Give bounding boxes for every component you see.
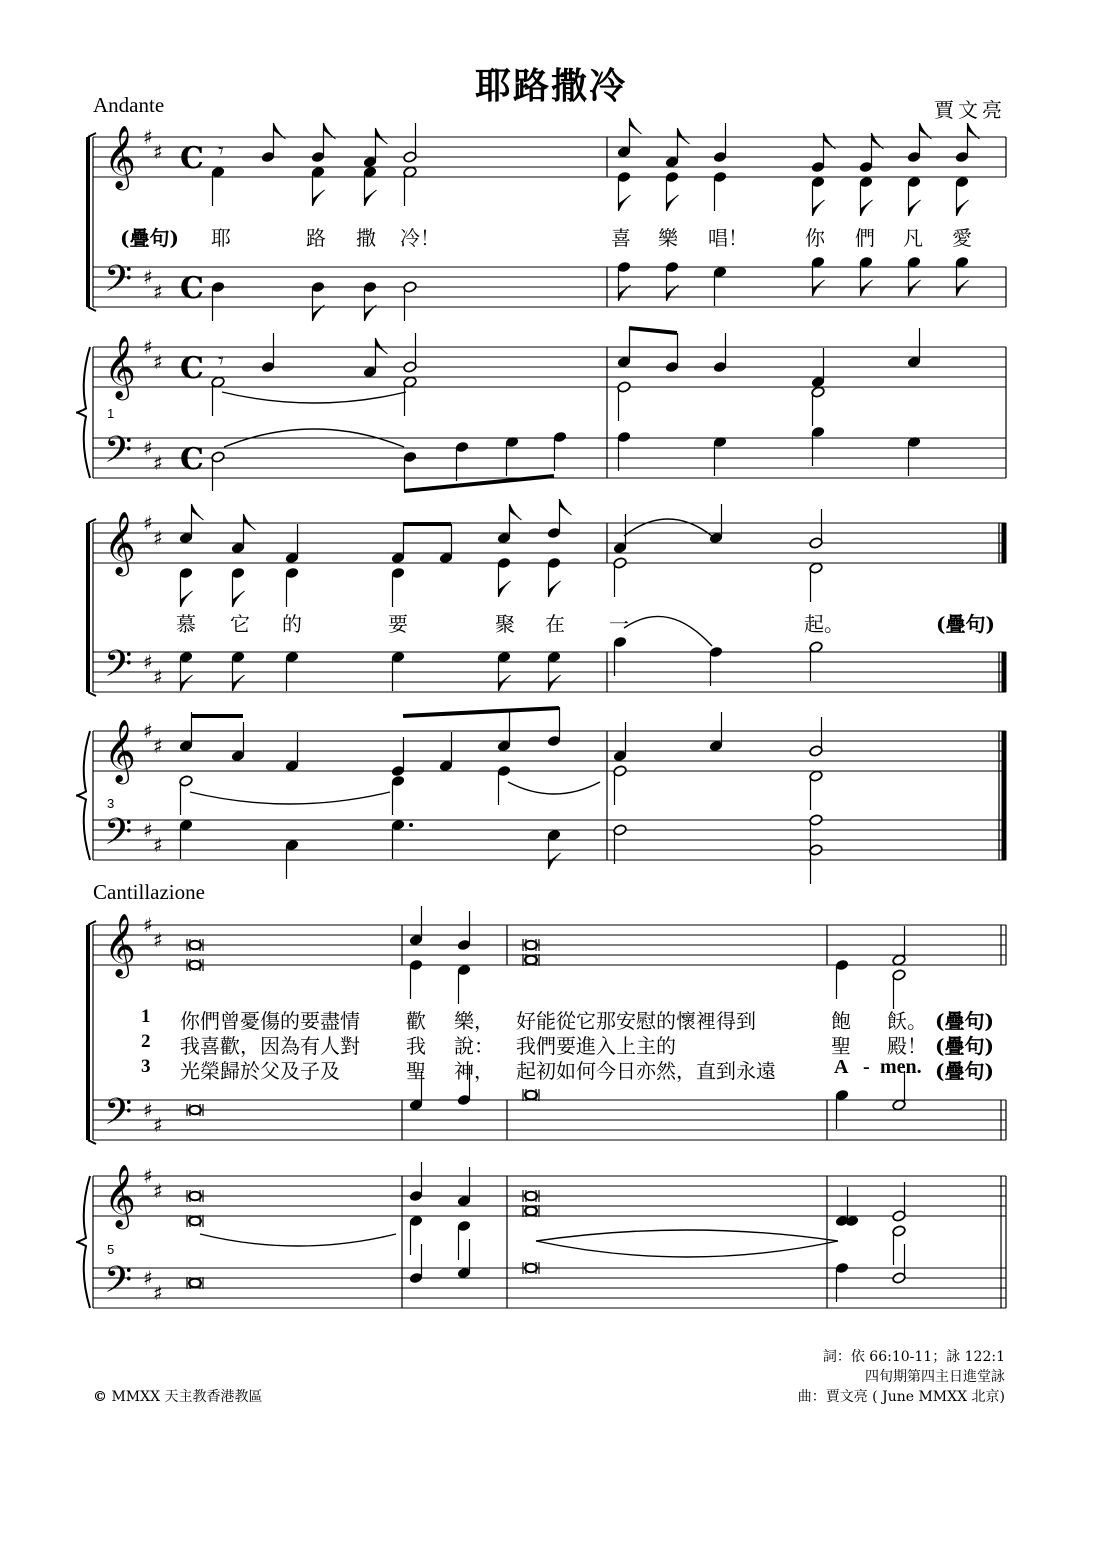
lyric-syllable: 起。 (804, 612, 844, 636)
bass-clef: 𝄢 (104, 1091, 133, 1142)
verse-text: men. (880, 1056, 922, 1078)
key-signature-sharp: ♯ (143, 913, 153, 937)
verse-text: A (834, 1056, 849, 1078)
breve-notehead (525, 1207, 537, 1216)
note-flag (813, 200, 825, 216)
verse-number: 1 (141, 1006, 151, 1027)
note-flag (549, 853, 561, 869)
note-flag (909, 280, 921, 296)
bass-clef: 𝄢 (104, 1259, 133, 1310)
key-signature-sharp: ♯ (143, 511, 153, 535)
verse-text: 神， (454, 1059, 494, 1083)
key-signature-sharp: ♯ (143, 125, 153, 149)
note-flag (957, 200, 969, 216)
note-flag (549, 675, 561, 691)
breve-notehead (525, 941, 537, 950)
time-signature: C (180, 351, 204, 386)
key-signature-sharp: ♯ (153, 665, 163, 689)
slur (200, 1234, 396, 1246)
measure-number: 5 (107, 1242, 115, 1257)
measure-number: 1 (107, 406, 115, 421)
note-flag (678, 128, 690, 144)
treble-clef: 𝄞 (104, 125, 136, 188)
lyric-refrain-marker: (疊句) (935, 1009, 994, 1033)
lyric-syllable: 耶 (211, 226, 231, 250)
slur (536, 1230, 838, 1241)
lyric-syllable: 冷！ (400, 226, 440, 250)
verse-text: 聖 (406, 1059, 426, 1083)
choir-bracket (88, 921, 96, 925)
measure-number: 3 (107, 796, 115, 811)
lyric-syllable: 它 (230, 612, 250, 636)
key-signature-sharp: ♯ (153, 350, 163, 374)
lyric-syllable: 樂 (658, 226, 678, 250)
key-signature-sharp: ♯ (143, 719, 153, 743)
lyric-syllable: 喜 (611, 226, 631, 250)
note-flag (909, 200, 921, 216)
breve-notehead (525, 1091, 537, 1100)
note-flag (861, 280, 873, 296)
bass-clef: 𝄢 (104, 811, 133, 862)
key-signature-sharp: ♯ (153, 734, 163, 758)
lyric-syllable: 要 (388, 612, 408, 636)
verse-text: 我 (406, 1034, 426, 1058)
lyric-refrain-marker: (疊句) (935, 1034, 994, 1058)
note-flag (244, 514, 256, 530)
note-flag (192, 504, 204, 520)
time-signature: C (180, 442, 204, 477)
lyric-syllable: 的 (282, 612, 302, 636)
note-flag (376, 128, 388, 144)
verse-text: 飽 (831, 1009, 851, 1033)
tempo-marking-andante: Andante (93, 93, 165, 117)
treble-clef: 𝄞 (104, 913, 136, 976)
note-flag (313, 190, 325, 206)
lyric-refrain-marker: (疊句) (936, 612, 995, 636)
grand-staff-brace (76, 731, 90, 860)
note-beam (629, 328, 677, 333)
key-signature-sharp: ♯ (153, 451, 163, 475)
key-signature-sharp: ♯ (153, 280, 163, 304)
lyric-syllable: 慕 (176, 612, 196, 636)
verse-text: 飫。 (887, 1009, 927, 1033)
note-flag (861, 200, 873, 216)
breve-notehead (525, 1264, 537, 1273)
lyric-syllable: 們 (855, 226, 875, 250)
note-flag (549, 581, 561, 597)
eighth-rest: 𝄾 (218, 349, 224, 374)
breve-notehead (189, 1106, 201, 1115)
lyric-syllable: 愛 (952, 226, 972, 250)
time-signature: C (180, 141, 204, 176)
verse-number: 3 (141, 1056, 151, 1077)
note-flag (499, 675, 511, 691)
verse-text: 說： (454, 1034, 494, 1058)
eighth-rest: 𝄾 (218, 139, 224, 164)
verse-text: 你們曾憂傷的要盡情 (180, 1009, 360, 1033)
grand-staff-brace (76, 347, 90, 478)
music-source: 曲：賈文亮 ( June MMXX 北京) (797, 1389, 1005, 1405)
note-flag (376, 338, 388, 354)
composer-name: 賈文亮 (934, 98, 1006, 122)
choir-bracket (88, 1140, 96, 1144)
choir-bracket (88, 519, 96, 523)
key-signature-sharp: ♯ (153, 1179, 163, 1203)
lyric-syllable: 路 (306, 226, 326, 250)
key-signature-sharp: ♯ (143, 650, 153, 674)
key-signature-sharp: ♯ (153, 1281, 163, 1305)
key-signature-sharp: ♯ (143, 1266, 153, 1290)
lyric-syllable: 一 (609, 612, 629, 636)
key-signature-sharp: ♯ (143, 1098, 153, 1122)
grand-staff-brace (76, 1176, 90, 1308)
choir-bracket (88, 307, 96, 311)
verse-number: 2 (141, 1031, 151, 1052)
treble-clef: 𝄞 (104, 719, 136, 782)
hymn-title: 耶路撒冷 (474, 65, 627, 107)
verse-text: 歡 (406, 1009, 426, 1033)
breve-notehead (189, 1279, 201, 1288)
breve-notehead (189, 941, 201, 950)
slur (624, 616, 712, 646)
breve-notehead (525, 956, 537, 965)
breve-notehead (189, 1192, 201, 1201)
key-signature-sharp: ♯ (153, 833, 163, 857)
note-flag (560, 499, 572, 515)
verse-text: 殿！ (887, 1034, 927, 1058)
note-flag (510, 504, 522, 520)
slur (190, 792, 390, 804)
lyric-syllable: 聚 (495, 612, 515, 636)
note-beam (403, 708, 559, 716)
copyright-icon: © (93, 1389, 107, 1405)
key-signature-sharp: ♯ (143, 265, 153, 289)
key-signature-sharp: ♯ (153, 928, 163, 952)
note-flag (499, 581, 511, 597)
choir-bracket (88, 692, 96, 696)
note-flag (630, 118, 642, 134)
verse-text: 起初如何今日亦然，直到永遠 (516, 1059, 776, 1083)
slur (222, 392, 406, 403)
key-signature-sharp: ♯ (143, 436, 153, 460)
breve-notehead (189, 961, 201, 970)
time-signature: C (180, 271, 204, 306)
lyric-syllable: 你 (805, 226, 825, 250)
lyric-syllable: 在 (545, 612, 565, 636)
key-signature-sharp: ♯ (153, 1113, 163, 1137)
verse-text: 我喜歡，因為有人對 (180, 1034, 360, 1058)
tempo-marking-cantillazione: Cantillazione (93, 880, 205, 904)
copyright-notice (93, 1386, 263, 1406)
key-signature-sharp: ♯ (153, 526, 163, 550)
copyright-text: MMXX 天主教香港教區 (111, 1389, 263, 1405)
note-flag (233, 591, 245, 607)
lyric-refrain-marker: (疊句) (935, 1059, 994, 1083)
augmentation-dot (409, 823, 413, 827)
note-flag (619, 195, 631, 211)
note-flag (181, 591, 193, 607)
bass-clef: 𝄢 (104, 258, 133, 309)
lyric-syllable: 凡 (903, 226, 923, 250)
verse-text: 樂， (454, 1009, 494, 1033)
lyric-refrain-marker: (疊句) (120, 226, 179, 250)
note-flag (233, 675, 245, 691)
treble-clef: 𝄞 (104, 335, 136, 398)
key-signature-sharp: ♯ (143, 335, 153, 359)
lyric-syllable: 撒 (356, 226, 376, 250)
verse-text: 光榮歸於父及子及 (180, 1059, 340, 1083)
verse-text: 聖 (831, 1034, 851, 1058)
note-flag (181, 675, 193, 691)
bass-clef: 𝄢 (104, 643, 133, 694)
text-source: 詞：依 66:10-11；詠 122:1 (822, 1349, 1005, 1365)
note-flag (365, 190, 377, 206)
choir-bracket (88, 133, 96, 137)
breve-notehead (189, 1217, 201, 1226)
key-signature-sharp: ♯ (143, 818, 153, 842)
bass-clef: 𝄢 (104, 429, 133, 480)
occasion: 四旬期第四主日進堂詠 (865, 1369, 1005, 1385)
note-flag (957, 280, 969, 296)
note-flag (667, 195, 679, 211)
slur (508, 782, 600, 794)
breve-notehead (525, 1192, 537, 1201)
treble-clef: 𝄞 (104, 1164, 136, 1227)
verse-text: - (863, 1056, 870, 1078)
verse-text: 我們要進入上主的 (516, 1034, 676, 1058)
key-signature-sharp: ♯ (153, 140, 163, 164)
treble-clef: 𝄞 (104, 511, 136, 574)
lyric-syllable: 唱！ (708, 226, 748, 250)
key-signature-sharp: ♯ (143, 1164, 153, 1188)
slur (536, 1241, 838, 1257)
note-flag (813, 280, 825, 296)
verse-text: 好能從它那安慰的懷裡得到 (516, 1009, 756, 1033)
